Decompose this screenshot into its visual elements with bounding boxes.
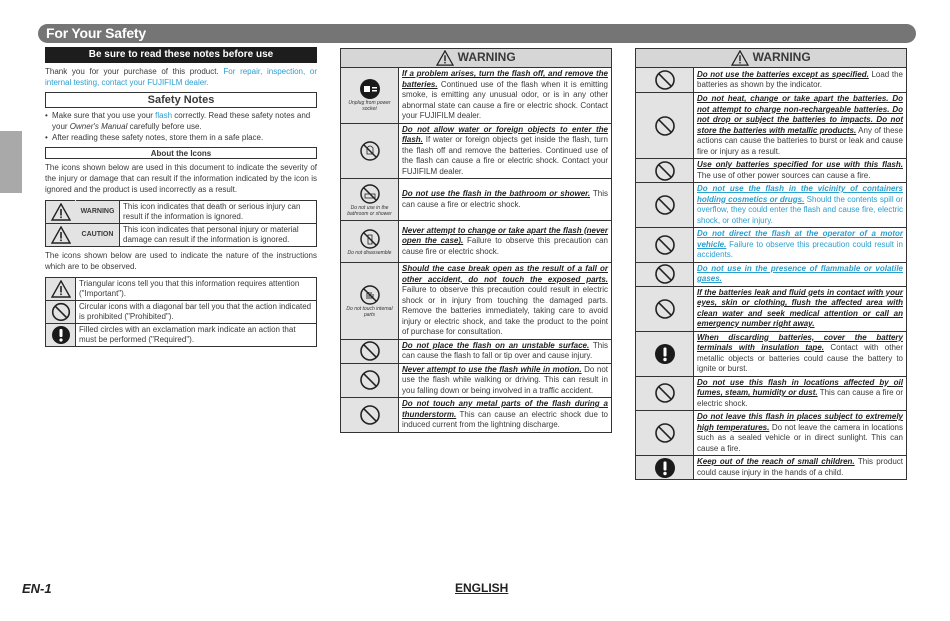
table-row: Do not use the flash in the vicinity of containers holding cosmetics or drugs. Should the contents spill or overflow, they could enter the flash and cause fire, electric shock, or other injury. [636, 183, 907, 228]
table-row: Do not use this flash in locations affected by oil fumes, steam, humidity or dust. This can cause a fire or electric shock. [636, 376, 907, 411]
severity-legend-table [45, 200, 317, 247]
table-row: Unplug from power socket If a problem arises, turn the flash off, and remove the batteries. Continued use of the flash when it is emitting smoke, is emitting any unusual odor, or is in any other abnormal state can cause a fire or electric shock. Contact your FUJIFILM dealer. [341, 68, 612, 124]
table-row: Do not disassemble Never attempt to change or take apart the flash (never open the case). Failure to observe this precaution can cause fire or electric shock. [341, 221, 612, 263]
list-item: • Make sure that you use your flash correctly. Read these safety notes and your Owner's Manual carefully before use. [45, 110, 317, 132]
list-item: • After reading these safety notes, store them in a safe place. [45, 132, 317, 143]
intro-column [45, 47, 317, 347]
no-touch-icon: Do not touch internal parts [341, 263, 399, 340]
table-row: Never attempt to use the flash while in motion. Do not use the flash while walking or driving. This can result in you falling down or being involved in a traffic accident. [341, 363, 612, 398]
table-row: Do not touch internal parts Should the case break open as the result of a fall or other accident, do not touch the exposed parts. Failure to observe this precaution could result in electric shock or in injury from touching the damaged parts. Remove the batteries immediately, taking care to avoid injury or electric shock, and take the product to the point of purchase for consultation. [341, 263, 612, 340]
warning-header: WARNING [341, 49, 612, 68]
about-icons-heading: About the Icons [45, 147, 317, 159]
table-row: Do not place the flash on an unstable surface. This can cause the flash to fall or tip over and cause injury. [341, 339, 612, 363]
repair-contact-note: For repair, inspection, or internal testing, contact your FUJIFILM dealer. [45, 67, 318, 87]
prohibited-icon [636, 262, 694, 286]
table-row: Use only batteries specified for use with this flash. The use of other power sources can cause a fire. [636, 159, 907, 183]
prohibited-icon [636, 228, 694, 263]
prohibited-icon [636, 286, 694, 331]
required-icon [636, 456, 694, 480]
section-tab-marker [0, 131, 22, 193]
no-disassemble-icon: Do not disassemble [341, 221, 399, 263]
safety-notes-heading: Safety Notes [45, 92, 317, 108]
table-row: Do not use the batteries except as specified. Load the batteries as shown by the indicator. [636, 68, 907, 93]
no-bathroom-icon: Do not use in the bathroom or shower [341, 179, 399, 221]
table-row: Do not touch any metal parts of the flash during a thunderstorm. This can cause an electric shock due to induced current from the lightning discharge. [341, 398, 612, 433]
no-water-icon [341, 123, 399, 179]
warning-table-batteries [635, 48, 907, 480]
table-row: When discarding batteries, cover the battery terminals with insulation tape. Contact with other metallic objects or batteries could cause the battery to ignite or burst. [636, 331, 907, 376]
thanks-paragraph: Thank you for your purchase of this product. For repair, inspection, or internal testing, contact your FUJIFILM dealer. [45, 67, 318, 87]
caution-triangle-icon [46, 224, 76, 247]
table-row: Filled circles with an exclamation mark indicate an action that must be performed ("Required"). [46, 324, 317, 347]
icon-type-legend-table [45, 277, 317, 347]
required-icon [636, 331, 694, 376]
prohibited-icon [636, 183, 694, 228]
prohibited-icon [636, 159, 694, 183]
triangle-exclamation-icon [46, 278, 76, 301]
page-title: For Your Safety [38, 24, 916, 43]
prohibited-icon [341, 398, 399, 433]
prohibited-icon [636, 411, 694, 456]
about-icons-text: The icons shown below are used in this document to indicate the severity of the injury or damage that can result if the information indicated by the icon is ignored and the product is used incorrectly as a result. [45, 163, 317, 194]
warning-header: WARNING [636, 49, 907, 68]
table-row: Do not use in the presence of flammable or volatile gases. [636, 262, 907, 286]
warning-triangle-icon [46, 201, 76, 224]
table-row: Circular icons with a diagonal bar tell you that the action indicated is prohibited ("Prohibited"). [46, 301, 317, 324]
table-row: Do not heat, change or take apart the batteries. Do not attempt to charge non-rechargeable batteries. Do not drop or subject the batteries to impacts. Do not store the batteries with metallic products. Any of these actions can cause the batteries to burst or leak and cause fire or injury as a result. [636, 93, 907, 159]
warning-table-flash [340, 48, 612, 433]
table-row: Triangular icons tell you that this information requires attention ("Important"). [46, 278, 317, 301]
table-row: Do not use in the bathroom or shower Do not use the flash in the bathroom or shower. This can cause a fire or electric shock. [341, 179, 612, 221]
language-label: ENGLISH [455, 581, 509, 595]
prohibited-icon [341, 339, 399, 363]
prohibited-icon [46, 301, 76, 324]
table-row: Keep out of the reach of small children. This product could cause injury in the hands of a child. [636, 456, 907, 480]
prohibited-icon [636, 68, 694, 93]
read-notes-banner: Be sure to read these notes before use [45, 47, 317, 63]
table-row: If the batteries leak and fluid gets in contact with your eyes, skin or clothing, flush the affected area with clean water and seek medical attention or call an emergency number right away. [636, 286, 907, 331]
table-row: Do not allow water or foreign objects to enter the flash. If water or foreign objects get inside the flash, turn the flash off and remove the batteries. Continued use of the flash can cause a fire or electric shock. Contact your FUJIFILM dealer. [341, 123, 612, 179]
table-row: CAUTION This icon indicates that personal injury or material damage can result if the information is ignored. [46, 224, 317, 247]
table-row: WARNING This icon indicates that death or serious injury can result if the information is ignored. [46, 201, 317, 224]
page-number: EN-1 [22, 581, 52, 596]
prohibited-icon [341, 363, 399, 398]
safety-notes-list [45, 110, 317, 143]
prohibited-icon [636, 376, 694, 411]
table-row: Do not direct the flash at the operator of a motor vehicle. Failure to observe this precaution could result in accidents. [636, 228, 907, 263]
nature-text: The icons shown below are used to indicate the nature of the instructions which are to be observed. [45, 251, 317, 271]
prohibited-icon [636, 93, 694, 159]
table-row: Do not leave this flash in places subject to extremely high temperatures. Do not leave the camera in locations such as a sealed vehicle or in direct sunlight. This can cause a fire. [636, 411, 907, 456]
unplug-icon: Unplug from power socket [341, 68, 399, 124]
required-icon [46, 324, 76, 347]
